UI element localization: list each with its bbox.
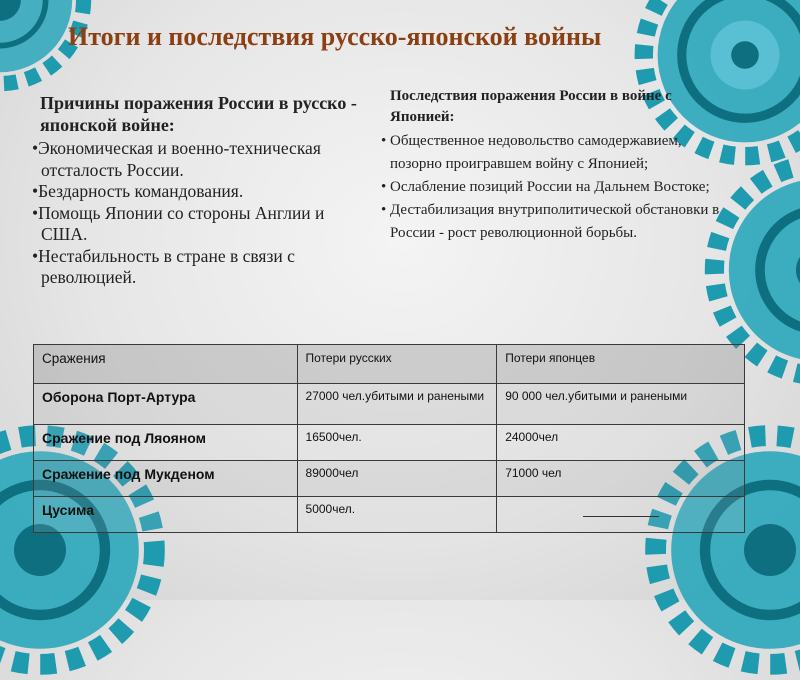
- causes-list: [30, 138, 368, 289]
- consequences-heading: Последствия поражения России в войне с Японией:: [390, 88, 672, 125]
- table-row: [34, 497, 745, 533]
- table-cell: 90 000 чел.убитыми и ранеными: [497, 384, 745, 425]
- table-cell: 89000чел: [297, 461, 497, 497]
- causes-section: [30, 92, 368, 289]
- table-cell: 71000 чел: [497, 461, 745, 497]
- list-item: • Дестабилизация внутриполитической обстановки в России - рост революционной борьбы.: [381, 202, 720, 241]
- list-item: • Общественное недовольство самодержавием, позорно проигравшем войну с Японией;: [381, 133, 682, 172]
- table-header-row: [34, 345, 745, 384]
- consequences-section: [378, 86, 723, 245]
- table-header-cell: Потери русских: [297, 345, 497, 384]
- list-item: •Нестабильность в стране в связи с революцией.: [32, 245, 295, 287]
- table-cell: Оборона Порт-Артура: [34, 384, 298, 425]
- list-item: • Ослабление позиций России на Дальнем Востоке;: [381, 179, 710, 195]
- list-item: •Бездарность командования.: [32, 181, 244, 201]
- table-cell: 27000 чел.убитыми и ранеными: [297, 384, 497, 425]
- list-item: •Помощь Японии со стороны Англии и США.: [32, 202, 325, 244]
- list-item: •Экономическая и военно-техническая отсталость России.: [32, 138, 321, 180]
- table-cell: 16500чел.: [297, 425, 497, 461]
- table-row: [34, 384, 745, 425]
- table-cell: Сражение под Ляояном: [34, 425, 298, 461]
- table-cell: Сражение под Мукденом: [34, 461, 298, 497]
- losses-table: [33, 344, 745, 533]
- table-cell: 24000чел: [497, 425, 745, 461]
- page-title: Итоги и последствия русско-японской войны: [68, 22, 602, 51]
- table-header-cell: Сражения: [34, 345, 298, 384]
- table-header-cell: Потери японцев: [497, 345, 745, 384]
- table-cell: Цусима: [34, 497, 298, 533]
- causes-heading: Причины поражения России в русско - японской войне:: [40, 93, 357, 135]
- table-cell: 5000чел.: [297, 497, 497, 533]
- table-row: [34, 425, 745, 461]
- table-row: [34, 461, 745, 497]
- consequences-list: [378, 130, 723, 245]
- blank-line: [583, 516, 659, 517]
- table-cell-blank: [497, 497, 745, 533]
